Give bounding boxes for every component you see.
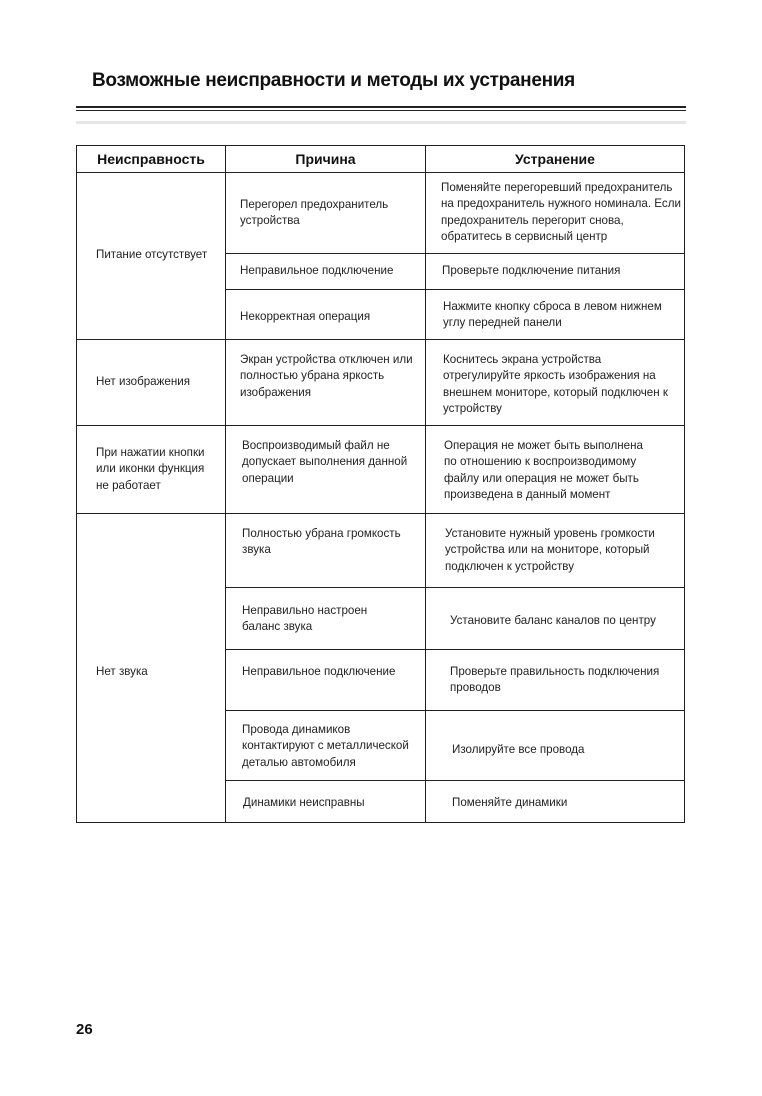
- fault-cell: При нажатии кнопки или иконки функция не работает: [96, 446, 205, 492]
- column-divider-1: [225, 145, 226, 823]
- row-divider: [225, 587, 685, 588]
- page-number: 26: [76, 1021, 93, 1038]
- fix-cell: Нажмите кнопку сброса в левом нижнем углу передней панели: [443, 300, 662, 330]
- cause-cell: Экран устройства отключен или полностью убрана яркость изображения: [240, 353, 413, 399]
- cause-cell: Динамики неисправны: [243, 796, 365, 809]
- row-divider: [225, 289, 685, 290]
- fix-cell: Коснитесь экрана устройства отрегулируйте яркость изображения на внешнем мониторе, который подключен к устройству: [443, 353, 668, 415]
- table-border-right: [684, 145, 685, 823]
- cause-cell: Неправильное подключение: [240, 264, 394, 277]
- header-fix: Устранение: [515, 151, 595, 167]
- column-divider-2: [425, 145, 426, 823]
- fix-cell: Операция не может быть выполнена по отношению к воспроизводимому файлу или операция не может быть произведена в данный момент: [444, 439, 643, 501]
- row-divider: [225, 253, 685, 254]
- cause-cell: Полностью убрана громкость звука: [242, 527, 401, 557]
- row-divider: [225, 649, 685, 650]
- header-divider: [76, 172, 685, 173]
- fix-cell: Проверьте правильность подключения проводов: [450, 665, 660, 695]
- fault-cell: Нет изображения: [96, 375, 190, 388]
- fix-cell: Изолируйте все провода: [452, 743, 585, 756]
- cause-cell: Провода динамиков контактируют с металлической деталью автомобиля: [242, 723, 409, 769]
- table-border-left: [76, 145, 77, 823]
- page-title: Возможные неисправности и методы их устранения: [92, 70, 575, 91]
- fix-cell: Поменяйте динамики: [452, 796, 568, 809]
- fault-cell: Питание отсутствует: [96, 248, 208, 261]
- group-divider: [76, 339, 685, 340]
- cause-cell: Неправильное подключение: [242, 665, 396, 678]
- fix-cell: Установите баланс каналов по центру: [450, 614, 656, 627]
- fault-cell: Нет звука: [96, 665, 148, 678]
- group-divider: [76, 425, 685, 426]
- fix-cell: Поменяйте перегоревший предохранитель на предохранитель нужного номинала. Если предохранитель перегорит снова, обратитесь в сервисный центр: [441, 181, 681, 243]
- cause-cell: Неправильно настроен баланс звука: [242, 604, 368, 634]
- fix-cell: Проверьте подключение питания: [442, 264, 621, 277]
- row-divider: [225, 710, 685, 711]
- fix-cell: Установите нужный уровень громкости устройства или на мониторе, который подключен к устройству: [445, 527, 655, 573]
- cause-cell: Перегорел предохранитель устройства: [240, 198, 389, 228]
- table-border-top: [76, 145, 685, 146]
- cause-cell: Некорректная операция: [240, 310, 371, 323]
- header-cause: Причина: [295, 151, 356, 167]
- row-divider: [225, 780, 685, 781]
- cause-cell: Воспроизводимый файл не допускает выполнения данной операции: [242, 439, 408, 485]
- group-divider: [76, 513, 685, 514]
- table-border-bottom: [76, 822, 685, 823]
- header-fault: Неисправность: [97, 151, 205, 167]
